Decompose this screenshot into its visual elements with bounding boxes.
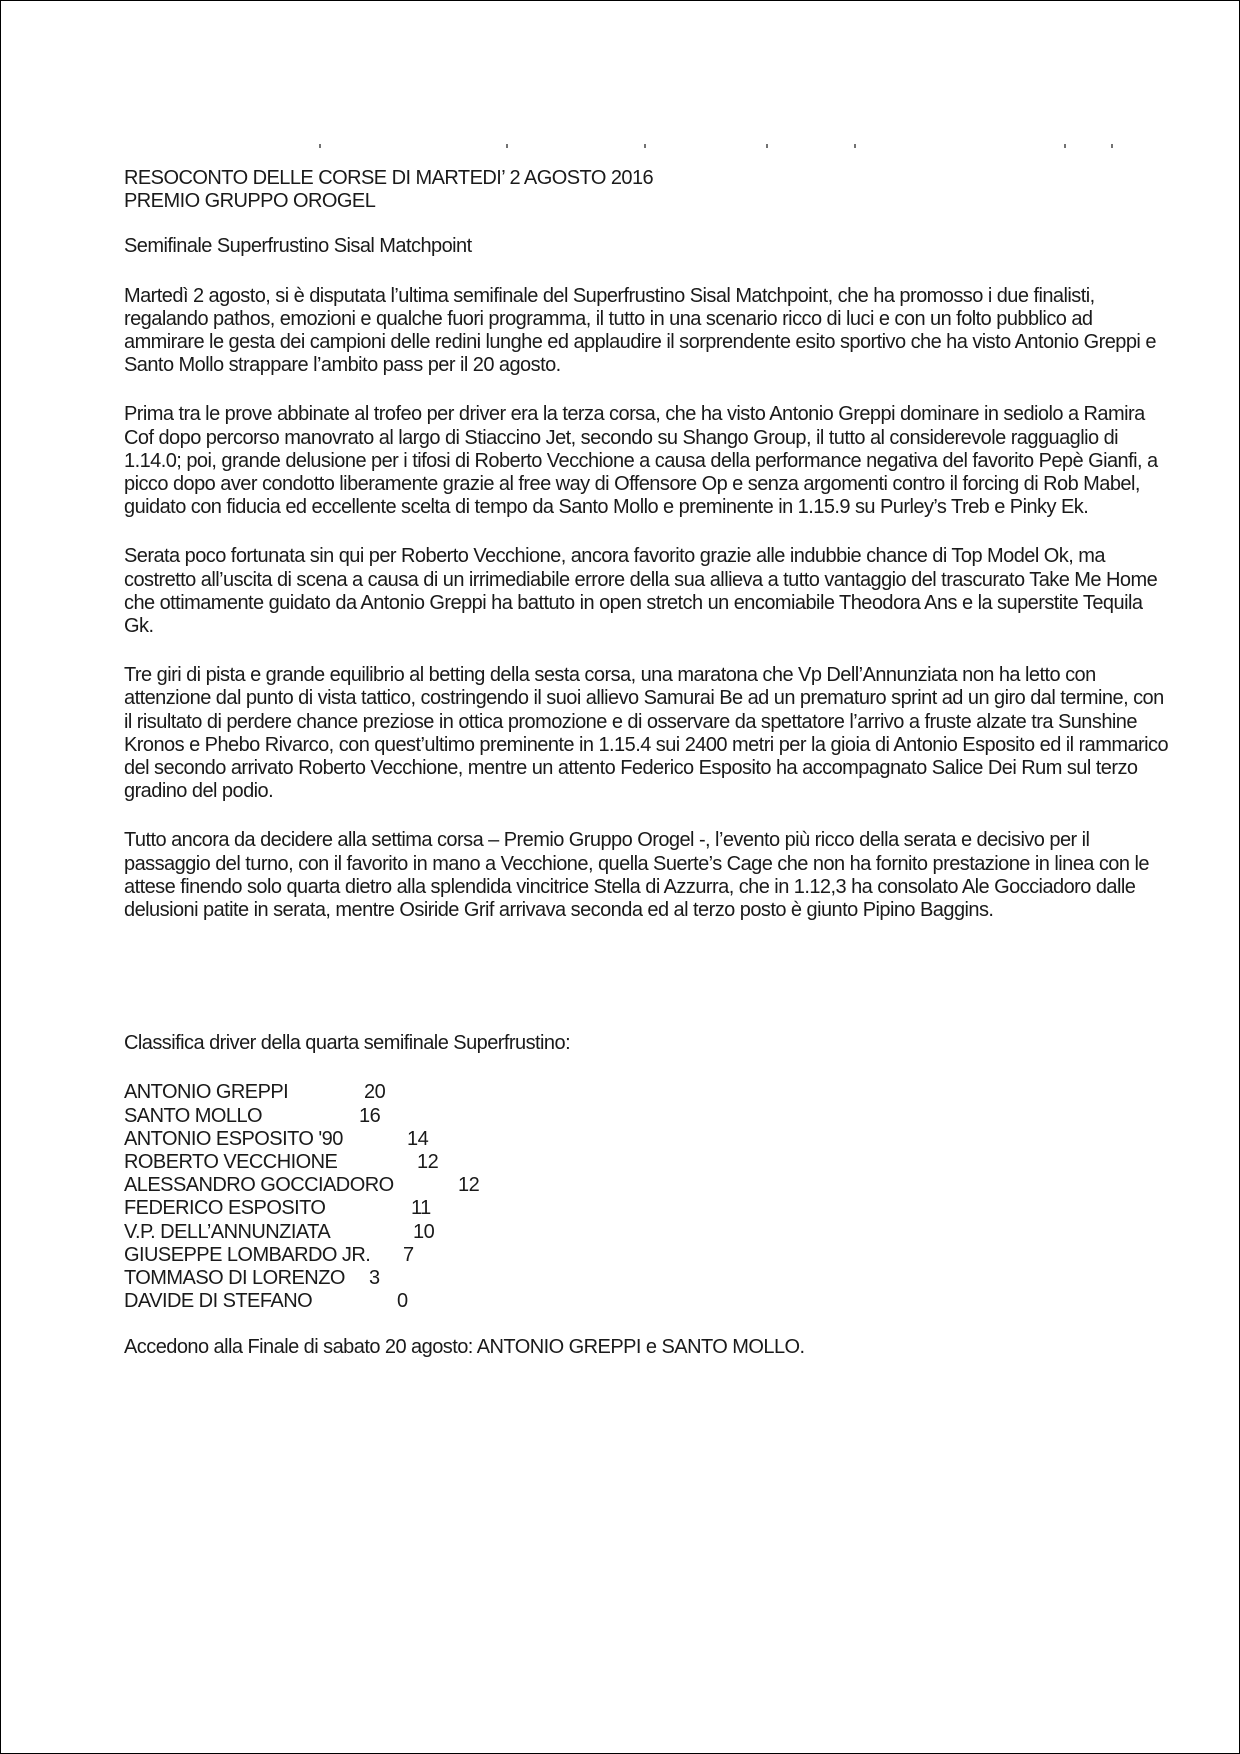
- ranking-row: [124, 1221, 1174, 1244]
- scan-artifact: [644, 144, 646, 148]
- ranking-row: [124, 1174, 1174, 1197]
- driver-name: V.P. DELL’ANNUNZIATA: [124, 1220, 331, 1243]
- driver-name: ANTONIO GREPPI: [124, 1081, 289, 1104]
- ranking-row: [124, 1105, 1174, 1128]
- ranking-row: [124, 1151, 1174, 1174]
- driver-points: 11: [411, 1197, 431, 1220]
- ranking-row: [124, 1290, 1174, 1313]
- closing-sentence: Accedono alla Finale di sabato 20 agosto: ANTONIO GREPPI e SANTO MOLLO.: [124, 1336, 805, 1359]
- report-paragraph: Serata poco fortunata sin qui per Roberto Vecchione, ancora favorito grazie alle indubbie chance di Top Model Ok, ma costretto all’uscita di scena a causa di un irrimediabile errore della sua allieva a tutto vantaggio del trascurato Take Me Home che ottimamente guidato da Antonio Greppi ha battuto in open stretch un encomiabile Theodora Ans e la superstite Tequila Gk.: [124, 545, 1158, 638]
- driver-name: ROBERTO VECCHIONE: [124, 1151, 338, 1174]
- scan-artifact: [1064, 144, 1066, 148]
- driver-points: 14: [407, 1127, 429, 1150]
- driver-points: 12: [458, 1174, 480, 1197]
- document-body: [124, 167, 1174, 1380]
- report-paragraph: Prima tra le prove abbinate al trofeo per driver era la terza corsa, che ha visto Antonio Greppi dominare in sediolo a Ramira Cof dopo percorso manovrato al largo di Stiaccino Jet, secondo su Shango Group, il tutto al considerevole ragguaglio di 1.14.0; poi, grande delusione per i tifosi di Roberto Vecchione a causa della performance negativa del favorito Pepè Gianfi, a picco dopo aver condotto liberamente grazie al free way di Offensore Op e senza argomenti contro il forcing di Rob Mabel, guidato con fiducia ed eccellente scelta di tempo da Santo Mollo e preminente in 1.15.9 su Purley’s Treb e Pinky Ek.: [124, 403, 1158, 519]
- ranking-row: [124, 1128, 1174, 1151]
- driver-ranking: [124, 1081, 1174, 1313]
- driver-name: DAVIDE DI STEFANO: [124, 1290, 313, 1313]
- scan-artifact: [766, 144, 768, 148]
- scan-artifact: [506, 144, 508, 148]
- driver-points: 7: [403, 1243, 414, 1266]
- ranking-title: Classifica driver della quarta semifinale Superfrustino:: [124, 1032, 571, 1055]
- ranking-row: [124, 1244, 1174, 1267]
- ranking-row: [124, 1081, 1174, 1104]
- driver-name: TOMMASO DI LORENZO: [124, 1266, 345, 1289]
- title-line: RESOCONTO DELLE CORSE DI MARTEDI’ 2 AGOSTO 2016: [124, 167, 654, 189]
- driver-points: 16: [359, 1104, 381, 1127]
- driver-points: 10: [413, 1220, 435, 1243]
- ranking-row: [124, 1267, 1174, 1290]
- report-paragraph: Tutto ancora da decidere alla settima corsa – Premio Gruppo Orogel -, l’evento più ricco della serata e decisivo per il passaggio del turno, con il favorito in mano a Vecchione, quella Suerte’s Cage che non ha fornito prestazione in linea con le attese finendo solo quarta dietro alla splendida vincitrice Stella di Azzurra, che in 1.12,3 ha consolato Ale Gocciadoro dalle delusioni patite in serata, mentre Osiride Grif arrivava seconda ed al terzo posto è giunto Pipino Baggins.: [124, 829, 1149, 922]
- ranking-row: [124, 1197, 1174, 1220]
- document-subtitle: Semifinale Superfrustino Sisal Matchpoint: [124, 235, 472, 258]
- driver-name: GIUSEPPE LOMBARDO JR.: [124, 1243, 371, 1266]
- driver-points: 0: [397, 1290, 408, 1313]
- driver-name: ANTONIO ESPOSITO '90: [124, 1127, 343, 1150]
- driver-points: 20: [364, 1081, 386, 1104]
- driver-points: 12: [417, 1151, 439, 1174]
- driver-name: FEDERICO ESPOSITO: [124, 1197, 326, 1220]
- driver-points: 3: [369, 1266, 380, 1289]
- document-title: [124, 167, 1174, 213]
- driver-name: SANTO MOLLO: [124, 1104, 263, 1127]
- title-line: PREMIO GRUPPO OROGEL: [124, 190, 376, 213]
- report-paragraph: Martedì 2 agosto, si è disputata l’ultima semifinale del Superfrustino Sisal Matchpoint, che ha promosso i due finalisti, regalando pathos, emozioni e qualche fuori programma, il tutto in una scenario ricco di luci e con un folto pubblico ad ammirare le gesta dei campioni delle redini lunghe ed applaudire il sorprendente esito sportivo che ha visto Antonio Greppi e Santo Mollo strappare l’ambito pass per il 20 agosto.: [124, 284, 1156, 377]
- scan-artifact: [854, 144, 856, 148]
- driver-name: ALESSANDRO GOCCIADORO: [124, 1174, 394, 1197]
- report-paragraph: Tre giri di pista e grande equilibrio al betting della sesta corsa, una maratona che Vp Dell’Annunziata non ha letto con attenzione dal punto di vista tattico, costringendo il suoi allievo Samurai Be ad un prematuro sprint ad un giro dal termine, con il risultato di perdere chance preziose in ottica promozione e di osservare da spettatore l’arrivo a fruste alzate tra Sunshine Kronos e Phebo Rivarco, con quest’ultimo preminente in 1.15.4 sui 2400 metri per la gioia di Antonio Esposito ed il rammarico del secondo arrivato Roberto Vecchione, mentre un attento Federico Esposito ha accompagnato Salice Dei Rum sul terzo gradino del podio.: [124, 664, 1169, 803]
- scan-artifact: [319, 144, 321, 148]
- scan-artifact: [1111, 144, 1113, 148]
